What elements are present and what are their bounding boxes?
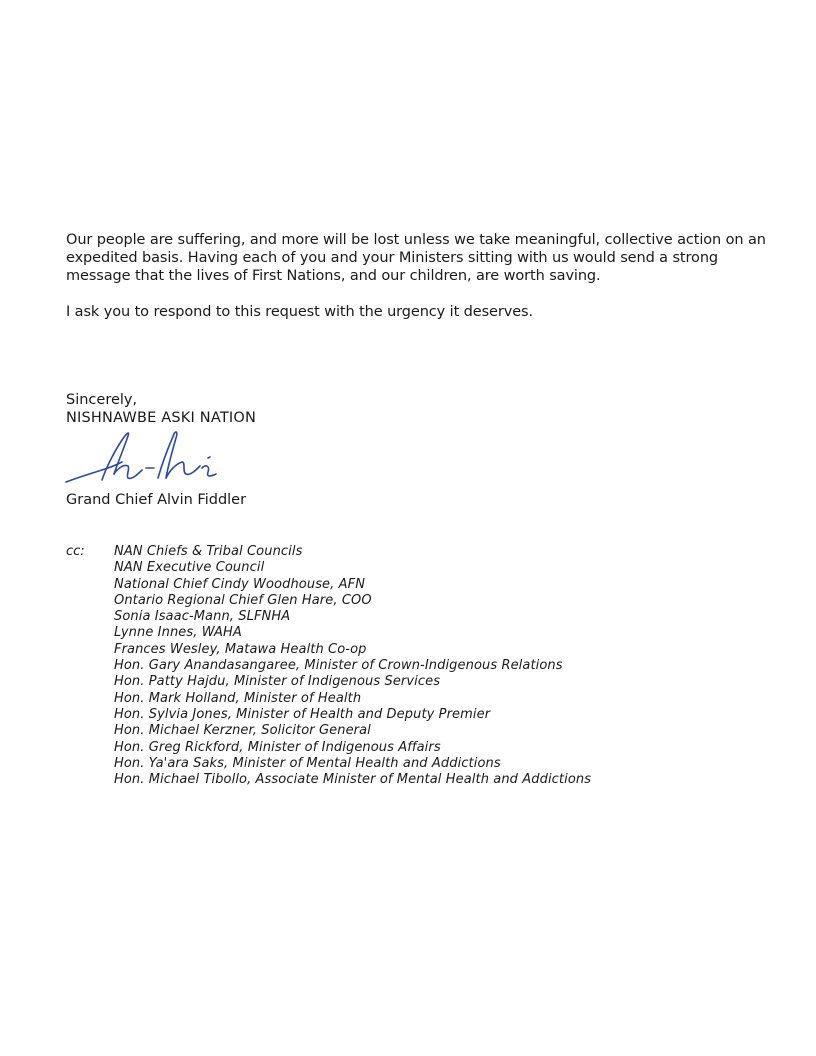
cc-recipient: Hon. Michael Kerzner, Solicitor General [114,723,371,739]
cc-recipient: NAN Chiefs & Tribal Councils [114,544,303,559]
body-paragraph-1: Our people are suffering, and more will be lost unless we take meaningful, collective action on an expedited basis. Having each of you and your Ministers sitting with us would send a strong message that the lives of First Nations, and our children, are worth saving. [66,232,766,284]
cc-recipient: Hon. Sylvia Jones, Minister of Health and Deputy Premier [114,706,491,722]
closing-salutation: Sincerely, [66,392,138,408]
signer-name: Grand Chief Alvin Fiddler [66,492,247,508]
cc-recipient: NAN Executive Council [114,560,265,576]
cc-recipient: Lynne Innes, WAHA [114,625,242,641]
cc-recipient-list [114,544,591,788]
cc-recipient: Hon. Mark Holland, Minister of Health [114,690,362,706]
cc-recipient: Hon. Greg Rickford, Minister of Indigenous Affairs [114,739,441,755]
letter-body [66,231,774,339]
body-paragraph-2: I ask you to respond to this request with the urgency it deserves. [66,304,534,320]
organization-name: NISHNAWBE ASKI NATION [66,410,257,426]
cc-label: cc: [66,544,85,559]
cc-recipient: Hon. Michael Tibollo, Associate Minister of Mental Health and Addictions [114,772,592,788]
cc-recipient: National Chief Cindy Woodhouse, AFN [114,576,366,592]
cc-recipient: Ontario Regional Chief Glen Hare, COO [114,592,372,608]
cc-recipient: Hon. Ya'ara Saks, Minister of Mental Health and Addictions [114,755,501,771]
cc-recipient: Hon. Patty Hajdu, Minister of Indigenous Services [114,674,441,690]
cc-recipient: Frances Wesley, Matawa Health Co-op [114,641,367,657]
cc-recipient: Hon. Gary Anandasangaree, Minister of Crown-Indigenous Relations [114,658,563,674]
handwritten-signature [62,424,222,492]
cc-recipient: Sonia Isaac-Mann, SLFNHA [114,609,291,625]
